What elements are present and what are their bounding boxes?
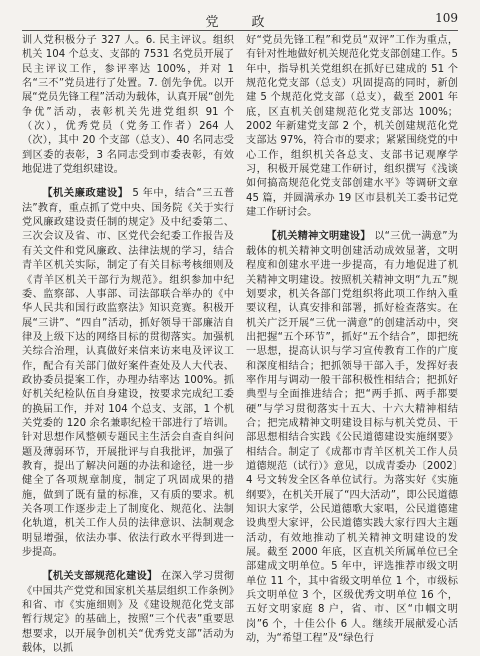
page-header (22, 8, 458, 31)
page-number: 109 (435, 11, 458, 25)
section-heading-integrity: 【机关廉政建设】 (42, 188, 129, 200)
section-body-integrity: 5 年中，结合“三五普法”教育，重点抓了党中央、国务院《关于实行党风廉政建设责任制的规定》及中纪委第二、三次会议及省、市、区党代会纪委工作报告及有关文件和党风廉政、法律法规的学习，结合青羊区机关实际，制定了有关目标考核细则及《青羊区机关干部行为规范》。组织参加中纪委、监察部、人事部、司法部联合举办的《中华人民共和国行政监察法》知识竞赛。积极开展“三讲”、“四自”活动，抓好领导干部廉洁自律及上级下达的网络目标的贯彻落实。加强机关综合治理，认真做好来信来访来电及评议工作，配合有关部门做好案件查处及人大代表、政协委员提案工作，办理办结率达 100%。抓好机关纪检队伍自身建设，按要求完成纪工委的换届工作，并对 104 个总支、支部，1 个机关党委的 120 余名兼职纪检干部进行了培训。针对思想作风整顿专题民主生活会自查自纠问题及薄弱环节，开展批评与自我批评，加强了教育，提出了解决问题的办法和途径，进一步健全了各项规章制度，制定了巩固成果的措施，做到了既有量的标准，又有质的要求。机关各项工作逐步走上了制度化、规范化、法制化轨道，机关工作人员的法律意识、法制观念明显增强，依法办事、依法行政水平得到进一步提高。 (22, 188, 235, 559)
section-body-civilization: 以“三优一满意”为载体的机关精神文明创建活动成效显著，文明程度和创建水平进一步提高，有力地促进了机关精神文明建设。按照机关精神文明“九五”规划要求，机关各部门党组织将此项工作纳入重要议程，认真安排和部署，抓好检查落实。在机关广泛开展“三优一满意”的创建活动中，突出把握“五个环节”，抓好“五个结合”，即把统一思想，提高认识与学习宣传教育工作的广度和深度相结合；把抓领导干部入手，发挥好表率作用与调动一般干部积极性相结合；把抓好典型与全面推进结合；把“两手抓、两手都要硬”与学习贯彻落实十五大、十六大精神相结合；把完成精神文明建设目标与机关党员、干部思想相结合实践《公民道德建设实施纲要》相结合。制定了《成都市青羊区机关工作人员道德规范（试行）》意见，以成青委办〔2002〕4 号文转发全区各单位试行。为落实好《实施纲要》，在机关开展了“四大活动”，即公民道德知识大家学，公民道德歌大家唱，公民道德建设典型大家评，公民道德实践大家行四大主题活动，有效地推动了机关精神文明建设的发展。截至 2000 年底，区直机关所属单位已全部建成文明单位。5 年中，评选推荐市级文明单位 11 个，其中省级文明单位 1 个，市级标兵文明单位 3 个，区级优秀文明单位 16 个，五好文明家庭 8 户，省、市、区“巾帼文明岗”6 个，十佳公仆 6 人。继续开展献爱心活动，为“希望工程”及“绿色行 (246, 231, 458, 645)
section-civilization (246, 230, 458, 646)
paragraph-branch-continued: 好“党员先锋工程”和党员“双评”工作为重点，有针对性地做好机关规范化党支部创建工作。5 年中，指导机关党组织在抓好已建成的 51 个规范化党支部（总支）巩固提高的同时，新创建 5 个规范化党支部（总支），截至 2001 年底，区直机关创建规范化党支部达 100%；2002 年新建党支部 2 个，机关创建规范化党支部达 97%，符合市的要求；紧紧围绕党的中心工作，组织机关各总支、支部书记观摩学习，积极开展党建工作研讨，组织撰写《浅谈如何搞高规范化党支部创建水平》等调研文章 45 篇，并圆满承办 19 区市县机关工委书记党建工作研讨会。 (246, 35, 458, 219)
section-heading-civilization: 【机关精神文明建设】 (266, 231, 371, 243)
left-column (22, 34, 235, 655)
section-title: 党 政 (205, 15, 275, 30)
paragraph-party-building: 训人党积极分子 327 人。6. 民主评议。组织机关 104 个总支、支部的 7531 名党员开展了民主评议工作，参评率达 100%，并对 1 名“三不”党员进行了处置。7. 创先争优。以开展“党员先锋工程”活动为载体，认真开展“创先争优”活动，表彰机关先进党组织 91 个（次），优秀党员（党务工作者）264 人（次），其中 20 个支部（总支）、40 名同志受到区委的表彰，3 名同志受到市委表彰，有效地促进了党组织建设。 (22, 35, 234, 176)
section-body-branch: 在深入学习贯彻《中国共产党党和国家机关基层组织工作条例》和省、市《实施细则》及《建设规范化党支部暂行规定》的基础上，按照“三个代表”重要思想要求，以开展争创机关“优秀党支部”活动为载体，以抓 (22, 571, 234, 655)
right-column (246, 34, 458, 645)
section-integrity (22, 187, 234, 560)
section-branch (22, 570, 234, 656)
section-heading-branch: 【机关支部规范化建设】 (42, 571, 158, 583)
